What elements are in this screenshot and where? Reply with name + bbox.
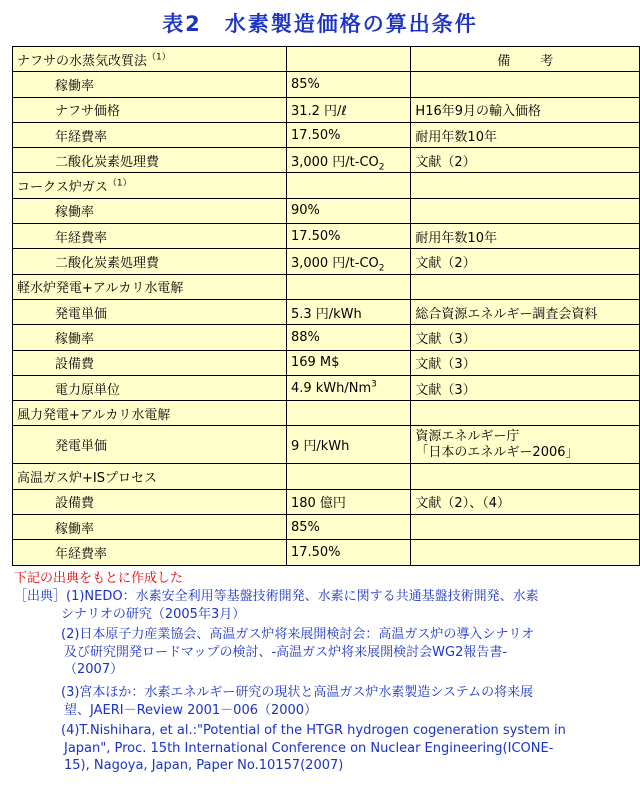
source-item (61, 684, 621, 719)
group-name: 風力発電+アルカリ水電解 (13, 401, 287, 426)
remarks-header: 備考 (411, 47, 640, 72)
source-line: シナリオの研究（2005年3月） (61, 606, 246, 622)
group-name: 高温ガス炉+ISプロセス (13, 464, 287, 489)
page-title: 表2 水素製造価格の算出条件 (162, 12, 478, 36)
source-line: (3)宮本ほか：水素エネルギー研究の現状と高温ガス炉水素製造システムの将来展 (61, 685, 534, 700)
group-name: ナフサの水蒸気改質法$^{(1)}$ (13, 47, 287, 72)
source-line: (2)日本原子力産業協会、高温ガス炉将来展開検討会：高温ガス炉の導入シナリオ (61, 627, 535, 642)
item-value: 85% (286, 515, 410, 540)
item-remark: 総合資源エネルギー調査会資料 (411, 299, 640, 324)
item-label: 発電単価 (13, 299, 287, 324)
table-row (13, 375, 640, 400)
conditions-table (12, 46, 640, 566)
item-value: 90% (286, 198, 410, 223)
item-value: 17.50% (286, 224, 410, 249)
group-name: コークス炉ガス$^{(1)}$ (13, 173, 287, 198)
item-value: 3,000 円$/t-CO_2$ (286, 148, 410, 173)
item-remark: 文献（3） (411, 350, 640, 375)
item-value: 5.3 円/kWh (286, 299, 410, 324)
item-remark: 文献（2）、（4） (411, 489, 640, 514)
item-label: ナフサ価格 (13, 97, 287, 122)
item-remark: 耐用年数10年 (411, 224, 640, 249)
table-row (13, 350, 640, 375)
source-item (61, 626, 621, 679)
table-row (13, 515, 640, 540)
item-label: 設備費 (13, 489, 287, 514)
source-line: 15), Nagoya, Japan, Paper No.10157(2007) (64, 758, 344, 773)
table-row (13, 72, 640, 97)
item-value: 31.2 円/ℓ (286, 97, 410, 122)
item-remark: 文献（3） (411, 325, 640, 350)
source-line: (4)T.Nishihara, et al.:"Potential of the HTGR hydrogen cogeneration system in (61, 723, 566, 738)
group-row (13, 173, 640, 198)
item-value: 3,000 円$/t-CO_2$ (286, 249, 410, 274)
item-label: 年経費率 (13, 224, 287, 249)
item-remark: 資源エネルギー庁 「日本のエネルギー2006」 (411, 426, 640, 464)
item-remark: H16年9月の輸入価格 (411, 97, 640, 122)
source-line: 望、JAERI－Review 2001－006（2000） (64, 702, 318, 718)
item-remark (411, 72, 640, 97)
item-remark: 文献（2） (411, 148, 640, 173)
source-line: (1)NEDO：水素安全利用等基盤技術開発、水素に関する共通基盤技術開発、水素 (66, 589, 539, 604)
sources-label: ［出典］ (14, 589, 67, 604)
item-value: 17.50% (286, 122, 410, 147)
table-row (13, 426, 640, 464)
item-value: 85% (286, 72, 410, 97)
item-label: 発電単価 (13, 426, 287, 464)
table-row (13, 540, 640, 565)
item-remark (411, 540, 640, 565)
group-name: 軽水炉発電+アルカリ水電解 (13, 274, 287, 299)
table-row (13, 489, 640, 514)
source-item (61, 722, 621, 775)
item-value: 17.50% (286, 540, 410, 565)
table-row (13, 97, 640, 122)
item-label: 電力原単位 (13, 375, 287, 400)
item-remark (411, 515, 640, 540)
source-line: Japan", Proc. 15th International Conference on Nuclear Engineering(ICONE- (64, 740, 554, 756)
source-item (14, 588, 614, 623)
table-row (13, 148, 640, 173)
item-value: 88% (286, 325, 410, 350)
item-label: 設備費 (13, 350, 287, 375)
group-row (13, 401, 640, 426)
table-row (13, 224, 640, 249)
source-line: 及び研究開発ロードマップの検討、-高温ガス炉将来展開検討会WG2報告書- (64, 644, 508, 660)
item-remark: 文献（2） (411, 249, 640, 274)
item-label: 稼働率 (13, 325, 287, 350)
item-label: 年経費率 (13, 540, 287, 565)
group-row (13, 47, 640, 72)
item-remark: 文献（3） (411, 375, 640, 400)
table-row (13, 299, 640, 324)
table-row (13, 325, 640, 350)
item-label: 稼働率 (13, 515, 287, 540)
table-row (13, 249, 640, 274)
item-value: 9 円/kWh (286, 426, 410, 464)
table-row (13, 198, 640, 223)
item-label: 二酸化炭素処理費 (13, 148, 287, 173)
item-value: 169 M$ (286, 350, 410, 375)
group-row (13, 274, 640, 299)
item-label: 年経費率 (13, 122, 287, 147)
item-label: 二酸化炭素処理費 (13, 249, 287, 274)
group-row (13, 464, 640, 489)
item-remark (411, 198, 640, 223)
table-row (13, 122, 640, 147)
source-line: （2007） (64, 662, 124, 677)
item-value: 4.9 kWh/Nm$^3$ (286, 375, 410, 400)
item-label: 稼働率 (13, 72, 287, 97)
item-remark: 耐用年数10年 (411, 122, 640, 147)
item-label: 稼働率 (13, 198, 287, 223)
item-value: 180 億円 (286, 489, 410, 514)
note-heading: 下記の出典をもとに作成した (14, 571, 184, 586)
